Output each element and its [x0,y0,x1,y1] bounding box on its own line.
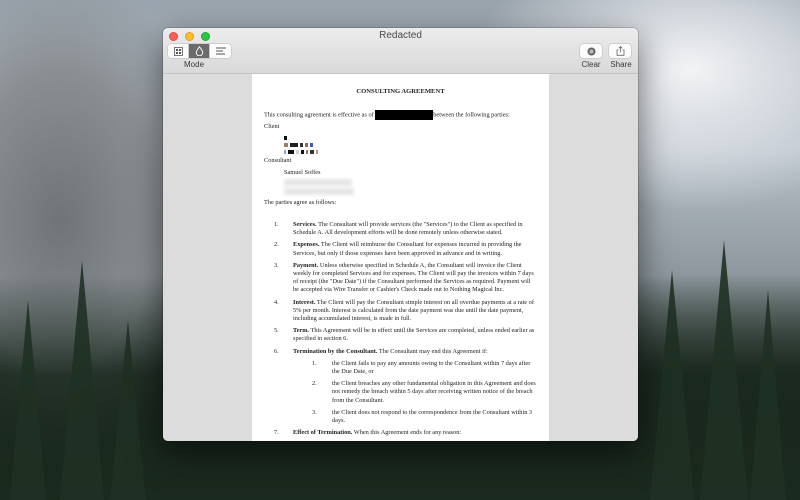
subclause-text: the Client breaches any other fundamental obligation in this Agreement and does not remedy the breach within 5 days after receiving written notice of the breach from the Consultant. [332,380,536,404]
window-title: Redacted [379,30,422,41]
mode-segmented-control [168,44,231,58]
share-button[interactable] [609,44,631,58]
subclause-item [312,360,537,376]
clause-item [274,221,537,237]
clause-item [274,262,537,295]
mode-black-bar-button[interactable] [210,44,231,58]
clause-item [274,348,537,426]
clause-number: 2. [274,241,279,249]
subclause-text: the Client fails to pay any amounts owing to the Consultant within 7 days after the Due Date, or [332,359,531,376]
consultant-label: Consultant [264,157,292,165]
clause-number: 5. [274,327,279,335]
consultant-name: Samuel Soffes [284,168,321,176]
intro-text-after: between the following parties: [433,111,510,119]
clause-number: 7. [274,429,279,437]
clause-heading: Interest. [293,298,316,306]
intro-text-before: This consulting agreement is effective as of [264,111,374,119]
pixelated-client-info [264,134,537,155]
titlebar-toolbar [163,28,638,74]
tree-decoration [60,260,104,500]
blurred-consultant-address [284,188,354,195]
clause-heading: Services. [293,221,317,229]
pixelate-icon [174,47,183,56]
redacted-date-block [375,110,433,120]
clause-number: 3. [274,261,279,269]
clause-number: 6. [274,347,279,355]
clause-list [264,221,537,437]
share-icon [616,46,625,56]
document-canvas[interactable] [163,74,638,441]
clear-button[interactable] [580,44,602,58]
clause-item [274,327,537,343]
tree-decoration [700,240,748,500]
document-title: CONSULTING AGREEMENT [356,88,445,95]
clause-text: Unless otherwise specified in Schedule A, the Consultant will invoice the Client weekly for completed Services and for expenses. The Client will pay the invoices within 7 days of receipt (the "Due Date") if the Consultant performed the Services as required. Payment will be accepted via Wire Transfer or Cashier's Check made out to Nothing Magical Inc. [293,261,534,294]
clause-text: The Consultant may end this Agreement if: [377,347,488,355]
clause-text: The Client will pay the Consultant simple interest on all overdue payments at a rate of 5% per month. Interest is calculated from the date payment was due until the date payment, including accumulated interest, is made in full. [293,298,534,323]
document-page[interactable] [252,74,549,441]
subclause-number: 1. [312,359,317,367]
blurred-consultant-address [284,179,352,186]
subclause-text: the Client does not respond to the correspondence from the Consultant within 3 days. [332,408,533,425]
tree-decoration [110,320,146,500]
clause-item [274,299,537,324]
tree-decoration [750,290,786,500]
clause-text: This Agreement will be in effect until the Services are completed, unless ended earlier as specified in section 6. [293,327,535,343]
client-label: Client [264,123,280,131]
app-window [163,28,638,441]
mode-pixelate-button[interactable] [168,44,189,58]
clause-item [274,429,537,437]
tree-decoration [10,300,46,500]
clause-heading: Expenses. [293,241,320,249]
subclause-list [293,360,537,425]
intro-paragraph [264,110,537,120]
clause-heading: Payment. [293,261,319,269]
black-bar-icon [216,47,226,55]
mode-blur-button[interactable] [189,44,210,58]
tree-decoration [650,270,694,500]
blur-drop-icon [195,46,204,56]
clause-text: The Consultant will provide services (the "Services") to the Client as specified in Schedule A. All development efforts will be done remotely unless otherwise stated. [293,221,523,237]
clear-icon [587,47,596,56]
clause-heading: Effect of Termination. [293,429,353,437]
clause-text: The Client will reimburse the Consultant for expenses incurred in providing the Services, but only if those expenses have been approved in advance and in writing. [293,241,522,257]
mode-label: Mode [184,60,205,69]
clause-heading: Term. [293,327,310,335]
clause-heading: Termination by the Consultant. [293,347,378,355]
clause-text: When this Agreement ends for any reason: [352,429,462,437]
clause-item [274,241,537,257]
clear-label: Clear [581,60,601,69]
clause-number: 4. [274,298,279,306]
parties-text: The parties agree as follows: [264,198,337,206]
subclause-item [312,409,537,425]
subclause-item [312,380,537,405]
clause-number: 1. [274,221,279,229]
subclause-number: 2. [312,380,317,388]
subclause-number: 3. [312,408,317,416]
share-label: Share [610,60,632,69]
